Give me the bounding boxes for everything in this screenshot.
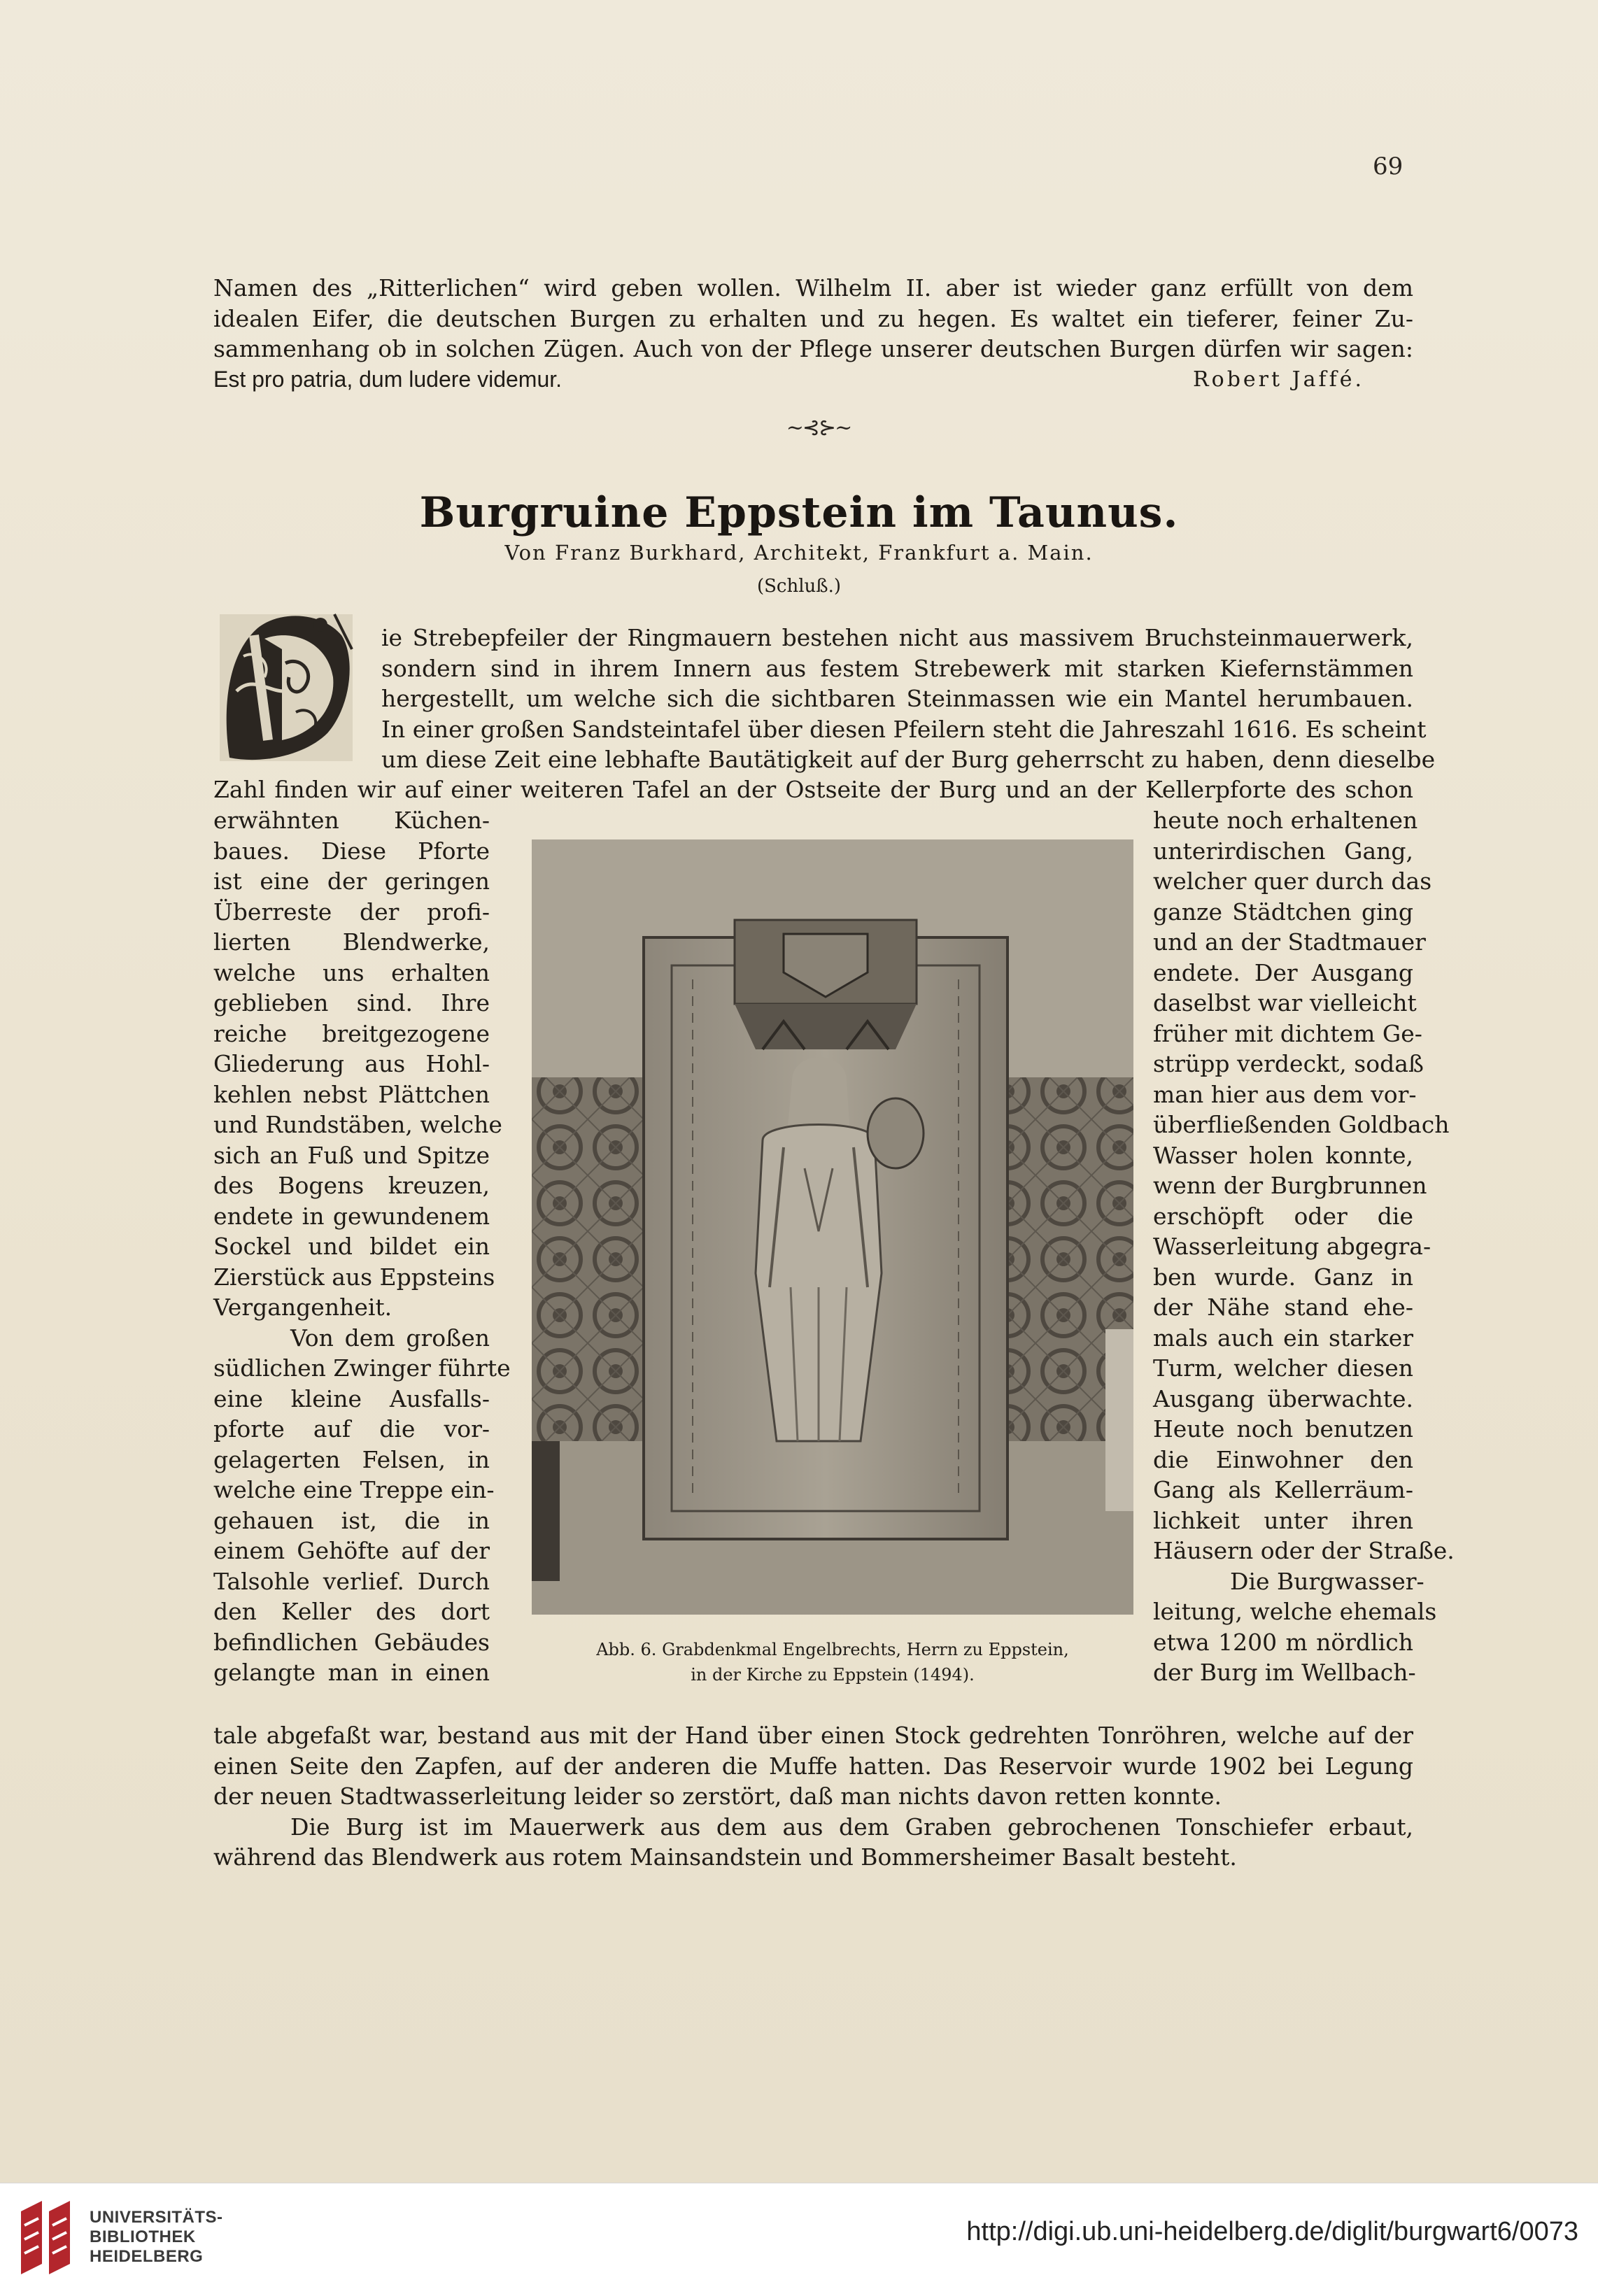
text-line: Überreste der profi-: [213, 898, 490, 926]
text-line: ben wurde. Ganz in: [1153, 1263, 1413, 1291]
text-line: südlichen Zwinger führte: [213, 1354, 511, 1382]
text-line: gelangte man in einen: [213, 1659, 490, 1686]
page-number: 69: [1373, 153, 1403, 180]
library-name-line: UNIVERSITÄTS-: [90, 2208, 223, 2227]
text-line: etwa 1200 m nördlich: [1153, 1628, 1413, 1656]
text-line: In einer großen Sandsteintafel über diesen Pfeilern steht die Jahreszahl 1616. Es scheint: [381, 715, 1427, 743]
text-line: um diese Zeit eine lebhafte Bautätigkeit auf der Burg geherrscht zu haben, denn dieselbe: [381, 746, 1436, 773]
caption-line: Abb. 6. Grabdenkmal Engelbrechts, Herrn zu Eppstein,: [596, 1640, 1069, 1659]
text-line: Talsohle verlief. Durch: [213, 1567, 490, 1595]
latin-quote: Est pro patria, dum ludere videmur.: [213, 366, 563, 392]
continued-note: (Schluß.): [756, 576, 842, 597]
text-line: Ausgang überwachte.: [1153, 1384, 1413, 1412]
article-continuation: [213, 1720, 1413, 1873]
text-line: Wasser holen konnte,: [1153, 1141, 1413, 1169]
text-line: die Einwohner den: [1153, 1445, 1413, 1473]
text-line: sammenhang ob in solchen Zügen. Auch von der Pflege unserer deutschen Burgen dürfen wir sagen:: [213, 335, 1413, 362]
library-name-line: BIBLIOTHEK: [90, 2227, 196, 2246]
text-line: einem Gehöfte auf der: [213, 1537, 490, 1564]
text-line: ganze Städtchen ging: [1153, 898, 1413, 926]
text-line: welche uns erhalten: [213, 958, 490, 986]
text-line: kehlen nebst Plättchen: [213, 1080, 490, 1108]
text-line: Häusern oder der Straße.: [1153, 1537, 1455, 1564]
article-title: Burgruine Eppstein im Taunus.: [419, 488, 1179, 537]
right-column: [1153, 805, 1455, 1688]
text-line: Zahl finden wir auf einer weiteren Tafel an der Ostseite der Burg und an der Kellerpforte des schon: [213, 776, 1413, 803]
digitization-footer: [0, 2183, 1598, 2296]
text-line: ist eine der geringen: [213, 867, 490, 895]
text-line: mals auch ein starker: [1153, 1324, 1413, 1352]
text-line: wenn der Burgbrunnen: [1153, 1172, 1427, 1199]
text-line: leitung, welche ehemals: [1153, 1598, 1437, 1625]
text-line: idealen Eifer, die deutschen Burgen zu erhalten und zu hegen. Es waltet ein tieferer, feiner Zu-: [213, 304, 1413, 332]
text-line: eine kleine Ausfalls-: [213, 1384, 490, 1412]
left-column: [213, 805, 511, 1688]
text-line: Heute noch benutzen: [1153, 1415, 1413, 1443]
text-line: einen Seite den Zapfen, auf der anderen die Muffe hatten. Das Reservoir wurde 1902 bei Legung: [213, 1752, 1413, 1780]
text-line: Gang als Kellerräum-: [1153, 1476, 1413, 1503]
library-name-line: HEIDELBERG: [90, 2247, 204, 2266]
tomb-monument-photo: [532, 839, 1133, 1615]
text-line: und Rundstäben, welche: [213, 1111, 502, 1138]
text-line: endete in gewundenem: [213, 1202, 490, 1230]
caption-line: in der Kirche zu Eppstein (1494).: [691, 1665, 975, 1685]
text-line: endete. Der Ausgang: [1153, 958, 1413, 986]
text-line: der Nähe stand ehe-: [1153, 1294, 1413, 1321]
text-line: erwähnten Küchen-: [213, 807, 490, 834]
full-width-line: [213, 774, 1413, 805]
text-line: heute noch erhaltenen: [1153, 807, 1418, 834]
text-line: ie Strebepfeiler der Ringmauern bestehen nicht aus massivem Bruchsteinmauerwerk,: [381, 624, 1413, 651]
text-line: und an der Stadtmauer: [1153, 928, 1426, 956]
text-line: früher mit dichtem Ge-: [1153, 1019, 1422, 1047]
article-byline: Von Franz Burkhard, Architekt, Frankfurt a. Main.: [504, 541, 1094, 565]
text-line: den Keller des dort: [213, 1598, 490, 1625]
text-line: des Bogens kreuzen,: [213, 1172, 490, 1199]
text-line: überfließenden Goldbach: [1153, 1111, 1450, 1138]
text-line: man hier aus dem vor-: [1153, 1080, 1417, 1108]
text-line: geblieben sind. Ihre: [213, 989, 490, 1016]
text-line: unterirdischen Gang,: [1153, 837, 1413, 865]
quote-line: [213, 364, 1364, 395]
text-line: der neuen Stadtwasserleitung leider so zerstört, daß man nichts davon retten konnte.: [213, 1783, 1222, 1810]
text-line: Namen des „Ritterlichen“ wird geben wollen. Wilhelm II. aber ist wieder ganz erfüllt von dem: [213, 274, 1413, 302]
text-line: der Burg im Wellbach-: [1153, 1659, 1416, 1686]
text-line: gelagerten Felsen, in: [213, 1445, 490, 1473]
text-line: befindlichen Gebäudes: [213, 1628, 490, 1656]
text-line: Die Burg ist im Mauerwerk aus dem aus dem Graben gebrochenen Tonschiefer erbaut,: [290, 1813, 1413, 1841]
text-line: gehauen ist, die in: [213, 1506, 490, 1534]
text-line: tale abgefaßt war, bestand aus mit der Hand über einen Stock gedrehten Tonröhren, welche auf der: [213, 1722, 1413, 1749]
text-line: Wasserleitung abgegra-: [1153, 1233, 1431, 1260]
text-line: baues. Diese Pforte: [213, 837, 490, 865]
text-line: Turm, welcher diesen: [1153, 1354, 1413, 1382]
text-line: lichkeit unter ihren: [1153, 1506, 1413, 1534]
text-line: pforte auf die vor-: [213, 1415, 490, 1443]
text-line: lierten Blendwerke,: [213, 928, 490, 956]
text-line: sich an Fuß und Spitze: [213, 1141, 490, 1169]
text-line: erschöpft oder die: [1153, 1202, 1413, 1230]
text-line: hergestellt, um welche sich die sichtbaren Steinmassen wie ein Mantel herumbauen.: [381, 685, 1413, 712]
text-line: Vergangenheit.: [213, 1294, 393, 1321]
text-line: Von dem großen: [290, 1324, 490, 1352]
text-line: Gliederung aus Hohl-: [213, 1050, 490, 1077]
text-line: strüpp verdeckt, sodaß: [1153, 1050, 1424, 1077]
figure-caption: [532, 1637, 1133, 1687]
quote-author: Robert Jaffé.: [1193, 367, 1364, 392]
text-line: während das Blendwerk aus rotem Mainsandstein und Bommersheimer Basalt besteht.: [213, 1843, 1237, 1871]
library-name: [90, 2208, 223, 2267]
text-line: Zierstück aus Eppsteins: [213, 1263, 495, 1291]
text-line: welcher quer durch das: [1153, 867, 1432, 895]
permalink[interactable]: http://digi.ub.uni-heidelberg.de/diglit/burgwart6/0073: [966, 2217, 1578, 2246]
article-opening: [381, 623, 1436, 775]
text-line: sondern sind in ihrem Innern aus festem Strebewerk mit starken Kiefernstämmen: [381, 654, 1413, 682]
divider-ornament: ~⊰⊱~: [786, 415, 851, 440]
text-line: Sockel und bildet ein: [213, 1233, 490, 1260]
library-logo-icon: [14, 2197, 77, 2281]
previous-article-ending: [213, 273, 1413, 395]
text-line: reiche breitgezogene: [213, 1019, 490, 1047]
decorated-initial-icon: [215, 607, 359, 767]
text-line: Die Burgwasser-: [1230, 1567, 1424, 1595]
text-line: daselbst war vielleicht: [1153, 989, 1417, 1016]
text-line: welche eine Treppe ein-: [213, 1476, 495, 1503]
